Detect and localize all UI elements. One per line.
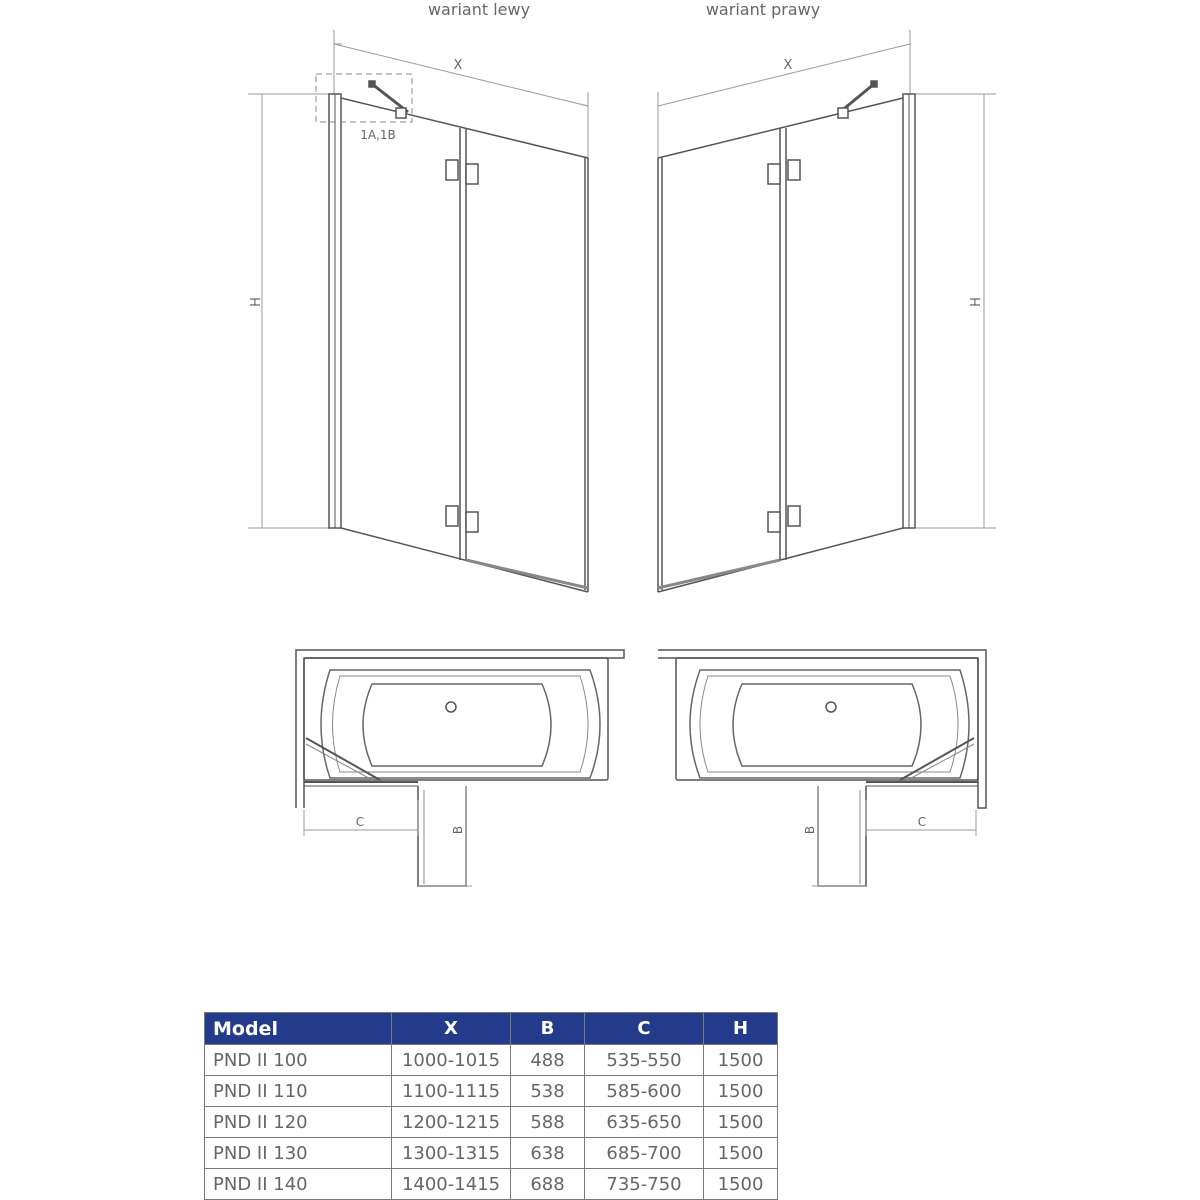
left-c-label: C [355,815,365,829]
right-c-label: C [917,815,927,829]
left-elevation-view [248,30,588,592]
cell-b: 688 [511,1169,585,1200]
header-h: H [704,1013,778,1045]
detail-label: 1A,1B [360,128,396,142]
cell-c: 685-700 [585,1138,704,1169]
cell-c: 735-750 [585,1169,704,1200]
cell-x: 1200-1215 [392,1107,511,1138]
cell-model: PND II 140 [205,1169,392,1200]
cell-b: 538 [511,1076,585,1107]
cell-b: 588 [511,1107,585,1138]
specification-table [204,1012,778,1200]
cell-c: 535-550 [585,1045,704,1076]
header-x: X [392,1013,511,1045]
right-h-dimension [916,94,996,528]
right-b-label: B [803,825,817,835]
header-model: Model [205,1013,392,1045]
right-x-label: X [783,58,793,73]
table-row [205,1045,778,1076]
left-b-label: B [451,825,465,835]
cell-model: PND II 130 [205,1138,392,1169]
right-x-dimension [658,30,910,158]
left-variant-title: wariant lewy [427,0,531,19]
cell-model: PND II 110 [205,1076,392,1107]
cell-x: 1100-1115 [392,1076,511,1107]
cell-model: PND II 120 [205,1107,392,1138]
cell-h: 1500 [704,1107,778,1138]
cell-h: 1500 [704,1138,778,1169]
left-h-dimension [248,94,330,528]
left-h-label: H [249,297,264,307]
cell-x: 1000-1015 [392,1045,511,1076]
right-plan-view [658,650,986,886]
header-b: B [511,1013,585,1045]
right-variant-title: wariant prawy [705,0,821,19]
cell-b: 488 [511,1045,585,1076]
cell-c: 585-600 [585,1076,704,1107]
header-c: C [585,1013,704,1045]
right-elevation-view [658,30,996,592]
cell-model: PND II 100 [205,1045,392,1076]
table-row [205,1169,778,1200]
table-row [205,1076,778,1107]
table-row [205,1138,778,1169]
cell-h: 1500 [704,1045,778,1076]
cell-h: 1500 [704,1169,778,1200]
cell-x: 1400-1415 [392,1169,511,1200]
left-plan-view [296,650,624,886]
left-x-label: X [453,58,463,73]
table-row [205,1107,778,1138]
cell-x: 1300-1315 [392,1138,511,1169]
cell-h: 1500 [704,1076,778,1107]
cell-c: 635-650 [585,1107,704,1138]
cell-b: 638 [511,1138,585,1169]
right-h-label: H [969,297,984,307]
table-header-row [205,1013,778,1045]
